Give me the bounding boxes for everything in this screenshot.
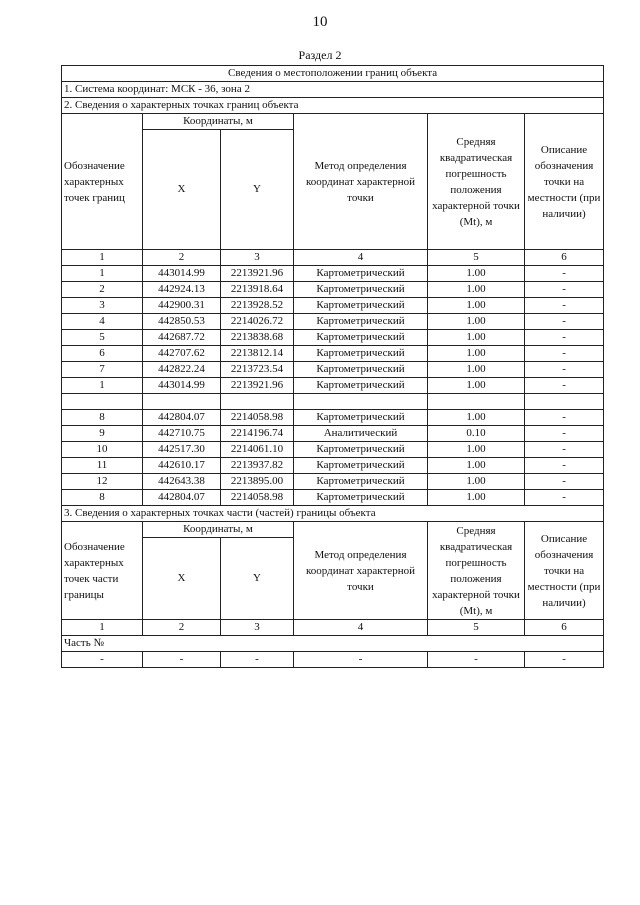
method: Картометрический bbox=[294, 298, 428, 314]
coord-y: 2213895.00 bbox=[221, 474, 294, 490]
point-number: 1 bbox=[62, 266, 143, 282]
header-coordinates: Координаты, м bbox=[143, 114, 294, 130]
error: 0.10 bbox=[428, 426, 525, 442]
header-coordinates-part: Координаты, м bbox=[143, 522, 294, 538]
error: 1.00 bbox=[428, 346, 525, 362]
part2-title: 2. Сведения о характерных точках границ объекта bbox=[62, 98, 604, 114]
header-description-part: Описание обозначения точки на местности (при наличии) bbox=[525, 522, 604, 620]
table-row bbox=[62, 458, 604, 474]
table-row bbox=[62, 442, 604, 458]
header-error-part: Средняя квадратическая погрешность положения характерной точки (Mt), м bbox=[428, 522, 525, 620]
table-row bbox=[62, 652, 604, 668]
coord-y: 2214058.98 bbox=[221, 410, 294, 426]
coord-x: 442643.38 bbox=[143, 474, 221, 490]
empty-cell bbox=[294, 394, 428, 410]
table-row bbox=[62, 330, 604, 346]
table-row bbox=[62, 426, 604, 442]
coord-x: 442850.53 bbox=[143, 314, 221, 330]
method: Картометрический bbox=[294, 346, 428, 362]
method: Картометрический bbox=[294, 490, 428, 506]
table-row bbox=[62, 410, 604, 426]
error: 1.00 bbox=[428, 378, 525, 394]
coord-x: 443014.99 bbox=[143, 378, 221, 394]
column-number: 6 bbox=[525, 620, 604, 636]
coord-x: 442687.72 bbox=[143, 330, 221, 346]
point-number: 2 bbox=[62, 282, 143, 298]
error: 1.00 bbox=[428, 330, 525, 346]
coord-x: 442804.07 bbox=[143, 410, 221, 426]
error: 1.00 bbox=[428, 314, 525, 330]
point-number: 7 bbox=[62, 362, 143, 378]
table-row bbox=[62, 362, 604, 378]
header-description: Описание обозначения точки на местности (при наличии) bbox=[525, 114, 604, 250]
point-number: 11 bbox=[62, 458, 143, 474]
error: 1.00 bbox=[428, 458, 525, 474]
table-row bbox=[62, 490, 604, 506]
column-number: 3 bbox=[221, 250, 294, 266]
contour-separator-row bbox=[62, 394, 604, 410]
coord-x: 442610.17 bbox=[143, 458, 221, 474]
error: 1.00 bbox=[428, 362, 525, 378]
description: - bbox=[525, 458, 604, 474]
column-number: 5 bbox=[428, 620, 525, 636]
error: 1.00 bbox=[428, 474, 525, 490]
description: - bbox=[525, 314, 604, 330]
column-number: 1 bbox=[62, 620, 143, 636]
point-number: 10 bbox=[62, 442, 143, 458]
header-designation-part: Обозначение характерных точек части границы bbox=[62, 522, 143, 620]
coord-x: 442822.24 bbox=[143, 362, 221, 378]
header-designation: Обозначение характерных точек границ bbox=[62, 114, 143, 250]
column-number: 2 bbox=[143, 250, 221, 266]
description: - bbox=[525, 346, 604, 362]
method: Картометрический bbox=[294, 378, 428, 394]
boundary-table bbox=[61, 65, 604, 668]
method: Картометрический bbox=[294, 314, 428, 330]
empty-cell bbox=[525, 394, 604, 410]
point-number: 12 bbox=[62, 474, 143, 490]
coord-y: 2213812.14 bbox=[221, 346, 294, 362]
error: 1.00 bbox=[428, 266, 525, 282]
page-number: 10 bbox=[312, 14, 328, 30]
coord-y: 2213921.96 bbox=[221, 378, 294, 394]
method: Картометрический bbox=[294, 442, 428, 458]
method: Картометрический bbox=[294, 458, 428, 474]
header-x: X bbox=[143, 130, 221, 250]
method: Картометрический bbox=[294, 330, 428, 346]
coord-y: 2213928.52 bbox=[221, 298, 294, 314]
header-error: Средняя квадратическая погрешность положения характерной точки (Mt), м bbox=[428, 114, 525, 250]
header-x-part: X bbox=[143, 538, 221, 620]
table-row bbox=[62, 266, 604, 282]
error: 1.00 bbox=[428, 298, 525, 314]
coord-x: 442804.07 bbox=[143, 490, 221, 506]
header-y-part: Y bbox=[221, 538, 294, 620]
header-method: Метод определения координат характерной точки bbox=[294, 114, 428, 250]
column-number: 1 bbox=[62, 250, 143, 266]
point-number: 3 bbox=[62, 298, 143, 314]
description: - bbox=[525, 490, 604, 506]
point-number: 6 bbox=[62, 346, 143, 362]
error: - bbox=[428, 652, 525, 668]
description: - bbox=[525, 330, 604, 346]
coordinate-system: 1. Система координат: МСК - 36, зона 2 bbox=[62, 82, 604, 98]
column-numbers-row bbox=[62, 250, 604, 266]
column-number: 5 bbox=[428, 250, 525, 266]
description: - bbox=[525, 426, 604, 442]
method: Картометрический bbox=[294, 266, 428, 282]
column-number: 4 bbox=[294, 250, 428, 266]
table-row bbox=[62, 314, 604, 330]
coord-x: 442710.75 bbox=[143, 426, 221, 442]
table-title: Сведения о местоположении границ объекта bbox=[62, 66, 604, 82]
column-number: 6 bbox=[525, 250, 604, 266]
point-number: 1 bbox=[62, 378, 143, 394]
coord-y: 2214058.98 bbox=[221, 490, 294, 506]
error: 1.00 bbox=[428, 490, 525, 506]
coord-y: 2214196.74 bbox=[221, 426, 294, 442]
header-y: Y bbox=[221, 130, 294, 250]
point-number: - bbox=[62, 652, 143, 668]
description: - bbox=[525, 298, 604, 314]
description: - bbox=[525, 362, 604, 378]
coord-y: 2213723.54 bbox=[221, 362, 294, 378]
error: 1.00 bbox=[428, 410, 525, 426]
empty-cell bbox=[428, 394, 525, 410]
column-number: 2 bbox=[143, 620, 221, 636]
point-number: 5 bbox=[62, 330, 143, 346]
part-label: Часть № bbox=[62, 636, 604, 652]
description: - bbox=[525, 410, 604, 426]
coord-y: - bbox=[221, 652, 294, 668]
column-numbers-row bbox=[62, 620, 604, 636]
coord-x: 442517.30 bbox=[143, 442, 221, 458]
method: Аналитический bbox=[294, 426, 428, 442]
description: - bbox=[525, 474, 604, 490]
table-row bbox=[62, 346, 604, 362]
description: - bbox=[525, 378, 604, 394]
description: - bbox=[525, 652, 604, 668]
coord-y: 2213937.82 bbox=[221, 458, 294, 474]
header-method-part: Метод определения координат характерной точки bbox=[294, 522, 428, 620]
coord-y: 2213838.68 bbox=[221, 330, 294, 346]
error: 1.00 bbox=[428, 442, 525, 458]
coord-x: 442900.31 bbox=[143, 298, 221, 314]
column-number: 4 bbox=[294, 620, 428, 636]
method: Картометрический bbox=[294, 410, 428, 426]
description: - bbox=[525, 442, 604, 458]
empty-cell bbox=[62, 394, 143, 410]
section-title: Раздел 2 bbox=[298, 48, 342, 62]
part3-title: 3. Сведения о характерных точках части (частей) границы объекта bbox=[62, 506, 604, 522]
table-row bbox=[62, 474, 604, 490]
method: - bbox=[294, 652, 428, 668]
table-row bbox=[62, 282, 604, 298]
method: Картометрический bbox=[294, 474, 428, 490]
point-number: 4 bbox=[62, 314, 143, 330]
coord-y: 2213921.96 bbox=[221, 266, 294, 282]
coord-y: 2214026.72 bbox=[221, 314, 294, 330]
coord-y: 2214061.10 bbox=[221, 442, 294, 458]
empty-cell bbox=[221, 394, 294, 410]
description: - bbox=[525, 266, 604, 282]
error: 1.00 bbox=[428, 282, 525, 298]
coord-y: 2213918.64 bbox=[221, 282, 294, 298]
coord-x: 442924.13 bbox=[143, 282, 221, 298]
method: Картометрический bbox=[294, 282, 428, 298]
table-row bbox=[62, 298, 604, 314]
point-number: 9 bbox=[62, 426, 143, 442]
coord-x: - bbox=[143, 652, 221, 668]
description: - bbox=[525, 282, 604, 298]
point-number: 8 bbox=[62, 410, 143, 426]
table-row bbox=[62, 378, 604, 394]
empty-cell bbox=[143, 394, 221, 410]
coord-x: 443014.99 bbox=[143, 266, 221, 282]
coord-x: 442707.62 bbox=[143, 346, 221, 362]
column-number: 3 bbox=[221, 620, 294, 636]
method: Картометрический bbox=[294, 362, 428, 378]
point-number: 8 bbox=[62, 490, 143, 506]
